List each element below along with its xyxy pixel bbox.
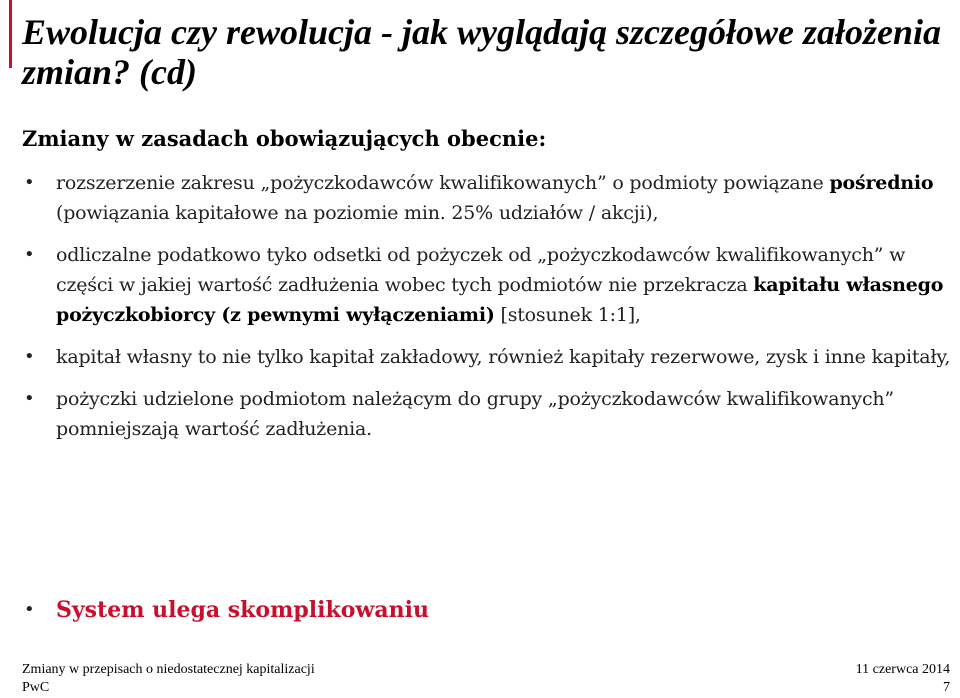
bullet-list (22, 168, 958, 444)
bullet-text: (powiązania kapitałowe na poziomie min. 25% udziałów / akcji), (56, 202, 659, 224)
bullet-bold-text: kapitału własnego pożyczkobiorcy (z pewnymi wyłączeniami) (56, 274, 944, 326)
footer-date: 11 czerwca 2014 (855, 662, 950, 677)
bullet-item (22, 240, 958, 330)
footer (22, 662, 950, 696)
title-accent-bar (9, 0, 12, 68)
bullet-text: [stosunek 1:1], (494, 304, 641, 326)
footer-company: PwC (22, 680, 50, 695)
bullet-text: rozszerzenie zakresu „pożyczkodawców kwalifikowanych” o podmioty powiązane (56, 172, 830, 194)
bullet-item (22, 168, 958, 228)
bullet-text: odliczalne podatkowo tyko odsetki od pożyczek od „pożyczkodawców kwalifikowanych” w części w jakiej wartość zadłużenia wobec tych podmiotów nie przekracza (56, 244, 906, 296)
bullet-text: kapitał własny to nie tylko kapitał zakładowy, (56, 346, 489, 368)
highlight-item: • System ulega skomplikowaniu (22, 595, 429, 625)
bullet-text: również (488, 346, 564, 368)
footer-topic: Zmiany w przepisach o niedostatecznej kapitalizacji (22, 662, 315, 677)
section-subtitle: Zmiany w zasadach obowiązujących obecnie: (22, 126, 547, 151)
page-number: 7 (943, 680, 950, 695)
bullet-bold-text: pośrednio (829, 172, 934, 194)
slide-title: Ewolucja czy rewolucja - jak wyglądają szczegółowe założenia zmian? (cd) (22, 12, 941, 92)
bullet-text: pożyczki udzielone podmiotom należącym do grupy „pożyczkodawców kwalifikowanych” pomniejszają wartość zadłużenia. (56, 388, 894, 440)
highlight-list (22, 595, 429, 625)
bullet-text: kapitały rezerwowe, zysk i inne kapitały, (563, 346, 951, 368)
bullet-item (22, 384, 958, 444)
bullet-item (22, 342, 958, 372)
